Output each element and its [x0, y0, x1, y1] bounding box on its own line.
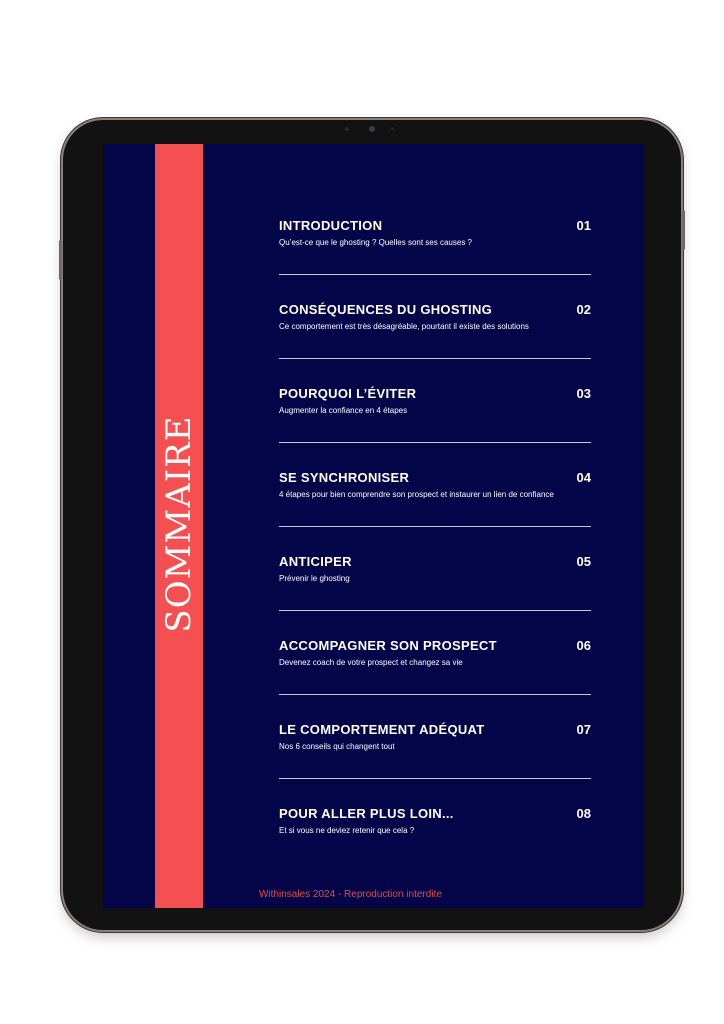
divider [279, 442, 591, 443]
camera-icon [369, 126, 375, 132]
toc-item[interactable] [279, 722, 591, 806]
toc-item[interactable] [279, 470, 591, 554]
sensor-icon [345, 127, 349, 131]
toc-item-number: 08 [576, 806, 591, 821]
toc-item-title: ACCOMPAGNER SON PROSPECT [279, 638, 497, 653]
toc-item-subtitle: Et si vous ne deviez retenir que cela ? [279, 826, 415, 835]
toc-item-title: POUR ALLER PLUS LOIN... [279, 806, 454, 821]
toc-item-subtitle: Prévenir le ghosting [279, 574, 350, 583]
sidebar-stripe [155, 144, 203, 908]
divider [279, 694, 591, 695]
toc-item-title: SE SYNCHRONISER [279, 470, 410, 485]
footer-copyright: Withinsales 2024 - Reproduction interdite [259, 889, 442, 900]
toc-item-title: LE COMPORTEMENT ADÉQUAT [279, 722, 485, 737]
toc-item-title: ANTICIPER [279, 554, 352, 569]
toc-item-title: CONSÉQUENCES DU GHOSTING [279, 302, 493, 317]
toc-item-title: POURQUOI L’ÉVITER [279, 386, 417, 401]
table-of-contents [279, 218, 591, 890]
divider [279, 526, 591, 527]
toc-item-number: 02 [576, 302, 591, 317]
tablet-frame [63, 120, 681, 930]
toc-item-subtitle: 4 étapes pour bien comprendre son prospect et instaurer un lien de confiance [279, 490, 554, 499]
toc-item-subtitle: Qu’est-ce que le ghosting ? Quelles sont ses causes ? [279, 238, 472, 247]
toc-item-subtitle: Ce comportement est très désagréable, pourtant il existe des solutions [279, 322, 529, 331]
divider [279, 274, 591, 275]
toc-item[interactable] [279, 554, 591, 638]
toc-item-number: 04 [576, 470, 591, 485]
toc-item[interactable] [279, 218, 591, 302]
toc-item-number: 05 [576, 554, 591, 569]
volume-button [59, 240, 62, 280]
toc-item-subtitle: Devenez coach de votre prospect et changez sa vie [279, 658, 463, 667]
toc-item-number: 07 [576, 722, 591, 737]
toc-item-subtitle: Nos 6 conseils qui changent tout [279, 742, 395, 751]
power-button [682, 210, 685, 250]
toc-item[interactable] [279, 638, 591, 722]
toc-item-number: 03 [576, 386, 591, 401]
sidebar-title: SOMMAIRE [159, 415, 199, 633]
toc-item[interactable] [279, 386, 591, 470]
divider [279, 358, 591, 359]
toc-item-number: 06 [576, 638, 591, 653]
toc-item-subtitle: Augmenter la confiance en 4 étapes [279, 406, 408, 415]
toc-item-number: 01 [576, 218, 591, 233]
divider [279, 778, 591, 779]
camera-bar [333, 126, 413, 132]
toc-item-title: INTRODUCTION [279, 218, 383, 233]
document-page [103, 144, 644, 908]
toc-item[interactable] [279, 302, 591, 386]
toc-item[interactable] [279, 806, 591, 890]
divider [279, 610, 591, 611]
sensor-icon [391, 127, 394, 130]
